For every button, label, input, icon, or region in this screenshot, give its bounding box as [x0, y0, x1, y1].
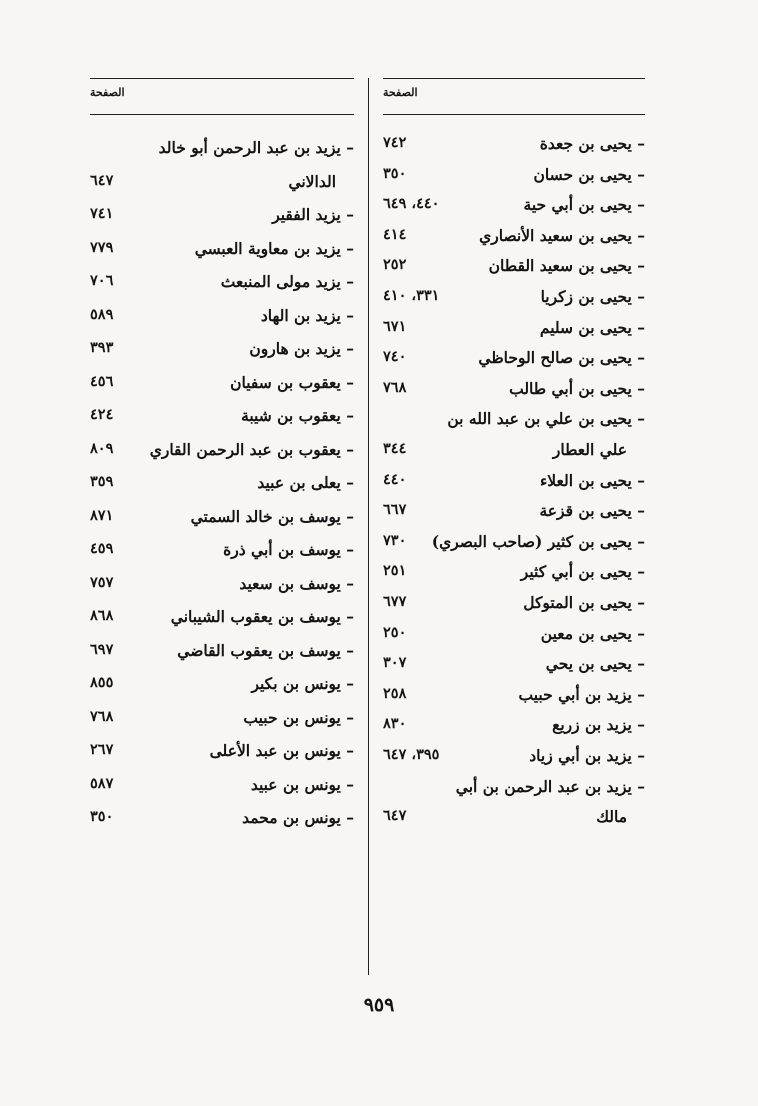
index-entry: [383, 807, 645, 831]
index-entry: [383, 532, 645, 556]
entry-page-numbers: ٤٢٤: [90, 406, 114, 423]
entry-page-numbers: ٨٦٨: [90, 607, 114, 624]
entry-name: – يزيد بن أبي حبيب: [518, 684, 645, 704]
entry-page-numbers: ٢٥٠: [383, 623, 407, 641]
entry-name: – يحيى بن زكريا: [540, 287, 645, 306]
index-entry: [383, 134, 645, 158]
entry-page-numbers: ٧٤٢: [383, 134, 407, 151]
entry-name: – يوسف بن يعقوب القاضي: [177, 640, 354, 660]
index-entry: [383, 165, 645, 189]
entry-page-numbers: ٣٥٩: [90, 473, 114, 490]
entry-page-numbers: ٣٠٧: [383, 654, 407, 672]
entry-page-numbers: ٢٥٨: [383, 684, 407, 702]
entry-name: – يعلى بن عبيد: [257, 473, 354, 492]
index-entry: [383, 379, 645, 403]
entry-name: – يزيد مولى المنبعث: [220, 272, 354, 291]
index-entry: [383, 195, 645, 219]
entry-name: – يحيى بن صالح الوحاظي: [478, 348, 645, 368]
entry-name: – يونس بن محمد: [242, 808, 354, 827]
entry-name: – يوسف بن خالد السمتي: [190, 506, 354, 526]
entry-name: – يونس بن عبد الأعلى: [209, 741, 354, 760]
entry-page-numbers: ٧٦٨: [90, 707, 114, 725]
index-entry: [90, 239, 354, 263]
entry-name: – يوسف بن أبي ذرة: [223, 540, 354, 559]
entry-page-numbers: ٤١٤: [383, 225, 407, 243]
entry-page-numbers: ٤٤٠، ٦٤٩: [383, 195, 440, 213]
left-page-column-label: الصفحة: [90, 86, 125, 99]
entry-name: – يعقوب بن شيبة: [241, 406, 354, 425]
index-entry: [383, 318, 645, 342]
right-header-top-rule: [383, 78, 645, 79]
index-entry: [90, 339, 354, 363]
entry-name: – يحيى بن أبي كثير: [520, 562, 645, 582]
entry-name: – يحيى بن المتوكل: [523, 593, 645, 612]
entry-name: – يوسف بن يعقوب الشيباني: [170, 607, 354, 626]
entry-name: – يحيى بن سليم: [539, 317, 645, 337]
entry-name: مالك: [596, 807, 627, 827]
entry-page-numbers: ٢٦٧: [90, 741, 114, 758]
entry-name: – يحيى بن سعيد الأنصاري: [479, 225, 645, 245]
index-entry: [90, 172, 354, 196]
index-entry: [383, 624, 645, 648]
entry-page-numbers: ٣٩٣: [90, 339, 114, 356]
entry-name: – يزيد بن هارون: [249, 339, 354, 358]
index-entry: [383, 226, 645, 250]
entry-name: – يحيى بن معين: [540, 623, 645, 643]
index-entry: [383, 471, 645, 495]
entry-name: – يزيد بن الهاد: [260, 305, 354, 325]
index-entry: [90, 440, 354, 464]
entry-name: – يزيد بن زريع: [552, 715, 645, 735]
entry-page-numbers: ٧٣٠: [383, 531, 407, 549]
entry-page-numbers: ٥٨٧: [90, 774, 114, 792]
entry-name: – يزيد بن عبد الرحمن بن أبي: [455, 776, 645, 796]
entry-page-numbers: ٨٣٠: [383, 715, 407, 733]
entry-name: – يحيى بن سعيد القطان: [488, 256, 645, 276]
entry-name: علي العطار: [552, 440, 627, 459]
entry-name: – يحيى بن أبي حية: [523, 195, 645, 215]
entry-page-numbers: ٣٩٥، ٦٤٧: [383, 746, 440, 763]
index-entry: [383, 715, 645, 739]
left-header-bottom-rule: [90, 114, 354, 115]
index-entry: [90, 674, 354, 698]
entry-page-numbers: ٧٤١: [90, 205, 114, 222]
index-entry: [383, 654, 645, 678]
index-entry: [90, 641, 354, 665]
entry-page-numbers: ٦٧٧: [383, 593, 407, 610]
index-entry: [383, 348, 645, 372]
index-entry: [90, 373, 354, 397]
entry-page-numbers: ٣٥٠: [90, 808, 114, 825]
entry-name: – يحيى بن جعدة: [539, 134, 645, 153]
index-entry: [90, 406, 354, 430]
index-entry: [90, 205, 354, 229]
index-entry: [90, 574, 354, 598]
entry-page-numbers: ٧٠٦: [90, 272, 114, 289]
entry-name: – يونس بن بكير: [251, 674, 354, 693]
entry-name: – يوسف بن سعيد: [239, 573, 354, 593]
column-divider: [368, 78, 369, 975]
index-entry: [90, 473, 354, 497]
entry-page-numbers: ٦٤٧: [90, 171, 114, 189]
entry-page-numbers: ٤٥٦: [90, 372, 114, 390]
index-entry: [383, 777, 645, 801]
index-entry: [90, 138, 354, 162]
entry-page-numbers: ٧٥٧: [90, 573, 114, 591]
entry-page-numbers: ٤٤٠: [383, 470, 407, 488]
index-entry: [90, 808, 354, 832]
index-entry: [383, 562, 645, 586]
index-entry: [383, 440, 645, 464]
entry-name: الدالاني: [288, 171, 336, 191]
entry-page-numbers: ٢٥٢: [383, 256, 407, 274]
entry-page-numbers: ٦٤٧: [383, 807, 407, 825]
entry-name: – يونس بن عبيد: [250, 774, 354, 794]
index-entry: [90, 775, 354, 799]
entry-page-numbers: ٦٩٧: [90, 640, 114, 658]
index-entry: [383, 256, 645, 280]
index-entry: [383, 409, 645, 433]
entry-page-numbers: ٧٦٨: [383, 378, 407, 396]
entry-name: – يزيد الفقير: [272, 205, 354, 224]
entry-name: – يعقوب بن سفيان: [230, 372, 354, 392]
entry-page-numbers: ٧٤٠: [383, 348, 407, 366]
entry-page-numbers: ٥٨٩: [90, 305, 114, 323]
entry-name: – يحيى بن كثير (صاحب البصري): [431, 531, 645, 551]
right-page-column-label: الصفحة: [383, 86, 418, 99]
index-entry: [90, 306, 354, 330]
entry-name: – يونس بن حبيب: [243, 707, 354, 727]
index-entry: [90, 741, 354, 765]
page-number: ٩٥٩: [363, 994, 395, 1016]
entry-name: – يحيى بن العلاء: [539, 470, 645, 490]
entry-name: – يحيى بن حسان: [533, 164, 645, 184]
left-header-top-rule: [90, 78, 354, 79]
entry-name: – يحيى بن يحي: [545, 654, 645, 674]
index-entry: [90, 708, 354, 732]
entry-page-numbers: ٣٥٠: [383, 164, 407, 182]
entry-name: – يزيد بن أبي زياد: [529, 746, 645, 765]
entry-name: – يحيى بن علي بن عبد الله بن: [447, 409, 645, 429]
entry-name: – يزيد بن عبد الرحمن أبو خالد: [158, 138, 354, 157]
index-entry: [383, 287, 645, 311]
index-entry: [90, 507, 354, 531]
entry-page-numbers: ٣٣١، ٤١٠: [383, 287, 440, 304]
entry-page-numbers: ٨٥٥: [90, 674, 114, 691]
entry-page-numbers: ٣٤٤: [383, 440, 407, 457]
right-header-bottom-rule: [383, 114, 645, 115]
index-entry: [383, 746, 645, 770]
index-entry: [90, 540, 354, 564]
entry-name: – يحيى بن أبي طالب: [509, 378, 645, 398]
index-entry: [90, 272, 354, 296]
index-entry: [383, 501, 645, 525]
entry-page-numbers: ٨٧١: [90, 506, 114, 524]
entry-page-numbers: ٧٧٩: [90, 238, 114, 256]
entry-name: – يزيد بن معاوية العبسي: [194, 238, 354, 258]
index-entry: [90, 607, 354, 631]
entry-name: – يحيى بن قزعة: [539, 501, 645, 521]
entry-page-numbers: ٦٧١: [383, 317, 407, 335]
entry-page-numbers: ٦٦٧: [383, 501, 407, 519]
index-entry: [383, 685, 645, 709]
entry-page-numbers: ٤٥٩: [90, 540, 114, 557]
entry-page-numbers: ٨٠٩: [90, 439, 114, 457]
index-entry: [383, 593, 645, 617]
entry-name: – يعقوب بن عبد الرحمن القاري: [149, 439, 354, 459]
entry-page-numbers: ٢٥١: [383, 562, 407, 580]
